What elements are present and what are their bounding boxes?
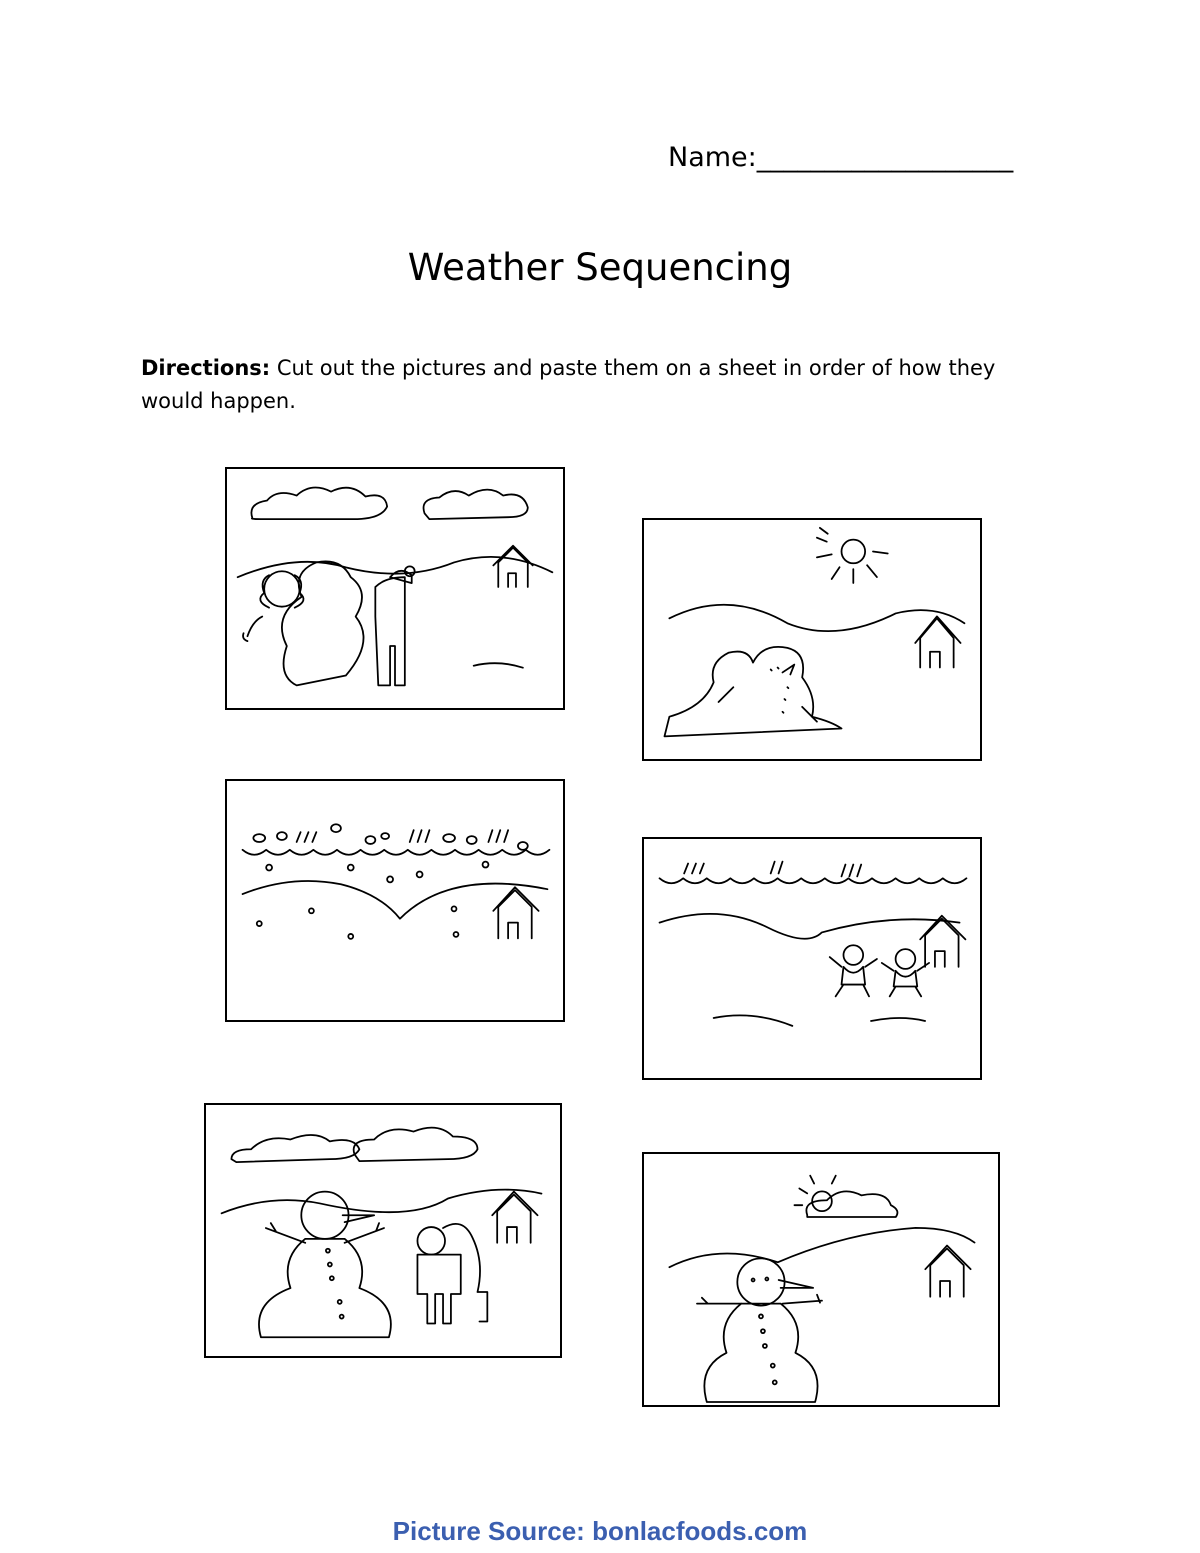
picture-panel-snowman-with-sun — [642, 1152, 1000, 1407]
name-label: Name: — [668, 142, 757, 173]
name-field — [668, 142, 1013, 173]
snowman-with-sun-illustration — [644, 1154, 998, 1405]
name-blank: ___________________ — [756, 142, 1014, 173]
melted-snowman-illustration — [644, 520, 980, 759]
snow-falling-illustration — [227, 781, 563, 1020]
directions-text: Cut out the pictures and paste them on a sheet in order of how they would happen. — [141, 356, 996, 413]
picture-panel-snow-falling — [225, 779, 565, 1022]
page-title: Weather Sequencing — [407, 246, 793, 289]
picture-panel-melted-snowman — [642, 518, 982, 761]
picture-panel-children-playing — [642, 837, 982, 1080]
children-playing-illustration — [644, 839, 980, 1078]
directions-label: Directions: — [141, 356, 271, 380]
picture-panel-finished-snowman — [204, 1103, 562, 1358]
picture-source-caption: Picture Source: bonlacfoods.com — [392, 1516, 808, 1546]
building-snowman-illustration — [227, 469, 563, 708]
picture-panel-building-snowman — [225, 467, 565, 710]
finished-snowman-illustration — [206, 1105, 560, 1356]
directions — [141, 352, 1041, 418]
